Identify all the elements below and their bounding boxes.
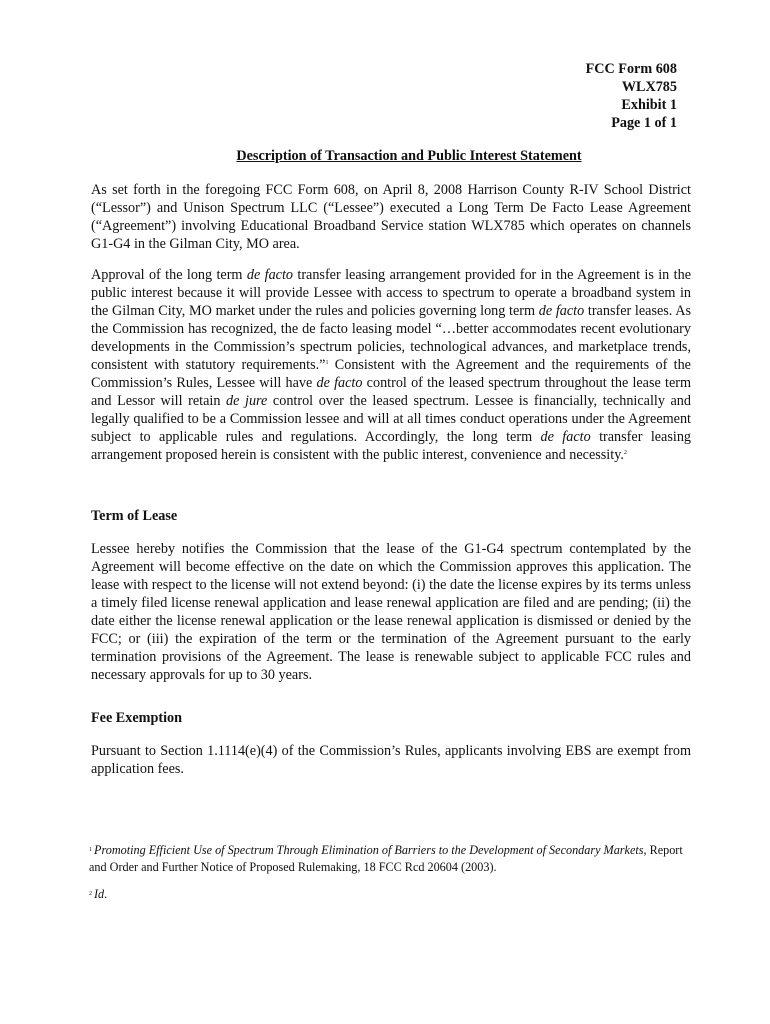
paragraph-term: Lessee hereby notifies the Commission that the lease of the G1-G4 spectrum contemplated by the Agreement will become effective on the date on which the Commission approves this application. The lease with respect to the license will not extend beyond: (i) the date the license expires by its terms unless a timely filed license renewal application and lease renewal application are filed and are pending; (ii) the date either the license renewal application or the lease renewal application is dismissed or denied by the FCC; or (iii) the expiration of the term or the termination of the Agreement pursuant to the early termination provisions of the Agreement. The lease is renewable subject to applicable FCC rules and necessary approvals for up to 30 years. <box>91 541 691 683</box>
footnote-italic: Promoting Efficient Use of Spectrum Through Elimination of Barriers to the Development of Secondary Markets <box>94 843 644 857</box>
footnote-italic: Id <box>94 887 105 901</box>
heading-fee-exemption: Fee Exemption <box>91 710 183 726</box>
italic-run: de facto <box>316 375 363 391</box>
footnote-ref-1: 1 <box>325 360 329 366</box>
footnote-text: , Report and Order and Further Notice of Proposed Rulemaking, 18 FCC Rcd 20604 (2003). <box>89 843 683 874</box>
footnote-1 <box>89 842 699 876</box>
document-title: Description of Transaction and Public Interest Statement <box>236 148 582 164</box>
paragraph-public-interest <box>91 266 691 464</box>
paragraph-intro: As set forth in the foregoing FCC Form 608, on April 8, 2008 Harrison County R-IV School District (“Lessor”) and Unison Spectrum LLC (“Lessee”) executed a Long Term De Facto Lease Agreement (“Agreement”) involving Educational Broadband Service station WLX785 which operates on channels G1-G4 in the Gilman City, MO area. <box>91 182 691 252</box>
text-run: control of the leased spectrum throughout the lease term and Lessor will retain <box>91 375 691 409</box>
footnote-text: . <box>104 887 108 901</box>
italic-run: de facto <box>538 303 585 319</box>
text-run: Consistent with the Agreement and the requirements of the Commission’s Rules, Lessee will have <box>91 357 691 391</box>
text-run: transfer leasing arrangement proposed herein is consistent with the public interest, convenience and necessity. <box>91 429 692 463</box>
call-sign: WLX785 <box>621 79 677 95</box>
text-run: transfer leasing arrangement provided for in the Agreement is in the public interest because it will provide Lessee with access to spectrum to operate a broadband system in the Gilman City, MO market under the rules and policies governing long term <box>91 267 691 319</box>
footnote-ref-2: 2 <box>623 450 627 456</box>
text-run: transfer leases. As the Commission has recognized, the de facto leasing model “…better accommodates recent evolutionary developments in the Commission’s spectrum policies, technological advances, and marketplace trends, consistent with statutory requirements.” <box>91 303 692 373</box>
italic-run: de facto <box>540 429 591 445</box>
italic-run: de facto <box>246 267 293 283</box>
exhibit-header <box>586 60 677 132</box>
text-run: Approval of the long term <box>91 267 247 283</box>
form-number: FCC Form 608 <box>585 61 677 77</box>
page-number: Page 1 of 1 <box>611 115 677 131</box>
text-run: control over the leased spectrum. Lessee is financially, technically and legally qualified to be a Commission lessee and will at all times conduct operations under the Agreement subject to applicable rules and regulations. Accordingly, the long term <box>91 393 691 445</box>
footnote-2 <box>89 886 699 903</box>
exhibit-number: Exhibit 1 <box>621 97 677 113</box>
footnote-mark: 2 <box>89 891 92 897</box>
italic-run: de jure <box>226 393 268 409</box>
heading-term-of-lease: Term of Lease <box>91 508 178 524</box>
paragraph-fee: Pursuant to Section 1.1114(e)(4) of the Commission’s Rules, applicants involving EBS are exempt from application fees. <box>91 743 691 777</box>
footnote-mark: 1 <box>89 847 92 853</box>
